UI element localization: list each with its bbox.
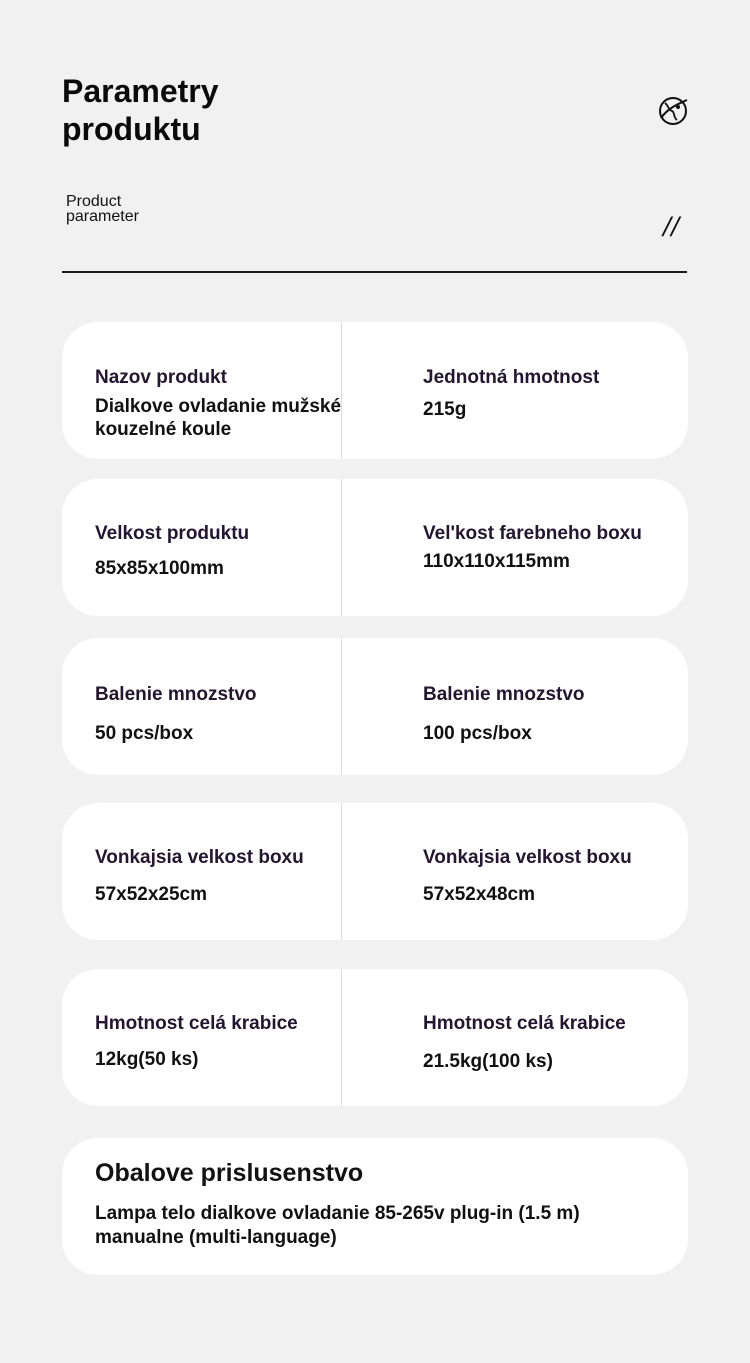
param-value: 100 pcs/box — [423, 723, 532, 744]
param-card-4 — [62, 803, 688, 940]
param-label: Hmotnost celá krabice — [95, 1013, 298, 1034]
param-value: 12kg(50 ks) — [95, 1049, 199, 1070]
param-value: 57x52x48cm — [423, 884, 535, 905]
page-subtitle — [66, 194, 139, 224]
param-card-1 — [62, 322, 688, 459]
param-label: Vonkajsia velkost boxu — [95, 847, 304, 868]
param-card-3 — [62, 638, 688, 775]
param-label: Velkost produktu — [95, 523, 250, 544]
accessories-text: Lampa telo dialkove ovladanie 85-265v plug-in (1.5 m) manualne (multi-language) — [95, 1203, 580, 1248]
param-value: Dialkove ovladanie mužské kouzelné koule — [95, 396, 342, 440]
param-label: Balenie mnozstvo — [423, 684, 585, 705]
accessories-card — [62, 1138, 688, 1275]
param-card-5 — [62, 969, 688, 1106]
accessories-title: Obalove prislusenstvo — [95, 1159, 364, 1187]
param-value: 21.5kg(100 ks) — [423, 1051, 553, 1072]
param-value: 57x52x25cm — [95, 884, 207, 905]
globe-icon — [656, 94, 690, 128]
param-card-2 — [62, 479, 688, 616]
subtitle-line-1: Product — [66, 193, 122, 210]
param-value: 110x110x115mm — [423, 551, 570, 572]
subtitle-line-2: parameter — [66, 208, 139, 225]
param-value: 50 pcs/box — [95, 723, 194, 744]
page-title: Parametry produktu — [62, 73, 219, 147]
param-value: 85x85x100mm — [95, 558, 224, 579]
param-label: Balenie mnozstvo — [95, 684, 257, 705]
param-label: Hmotnost celá krabice — [423, 1013, 626, 1034]
slashes-mark: // — [663, 212, 680, 240]
param-label: Vel'kost farebneho boxu — [423, 523, 642, 544]
param-label: Nazov produkt — [95, 367, 227, 388]
param-label: Vonkajsia velkost boxu — [423, 847, 632, 868]
param-label: Jednotná hmotnost — [423, 367, 600, 388]
param-value: 215g — [423, 399, 467, 420]
header-divider — [62, 271, 687, 273]
